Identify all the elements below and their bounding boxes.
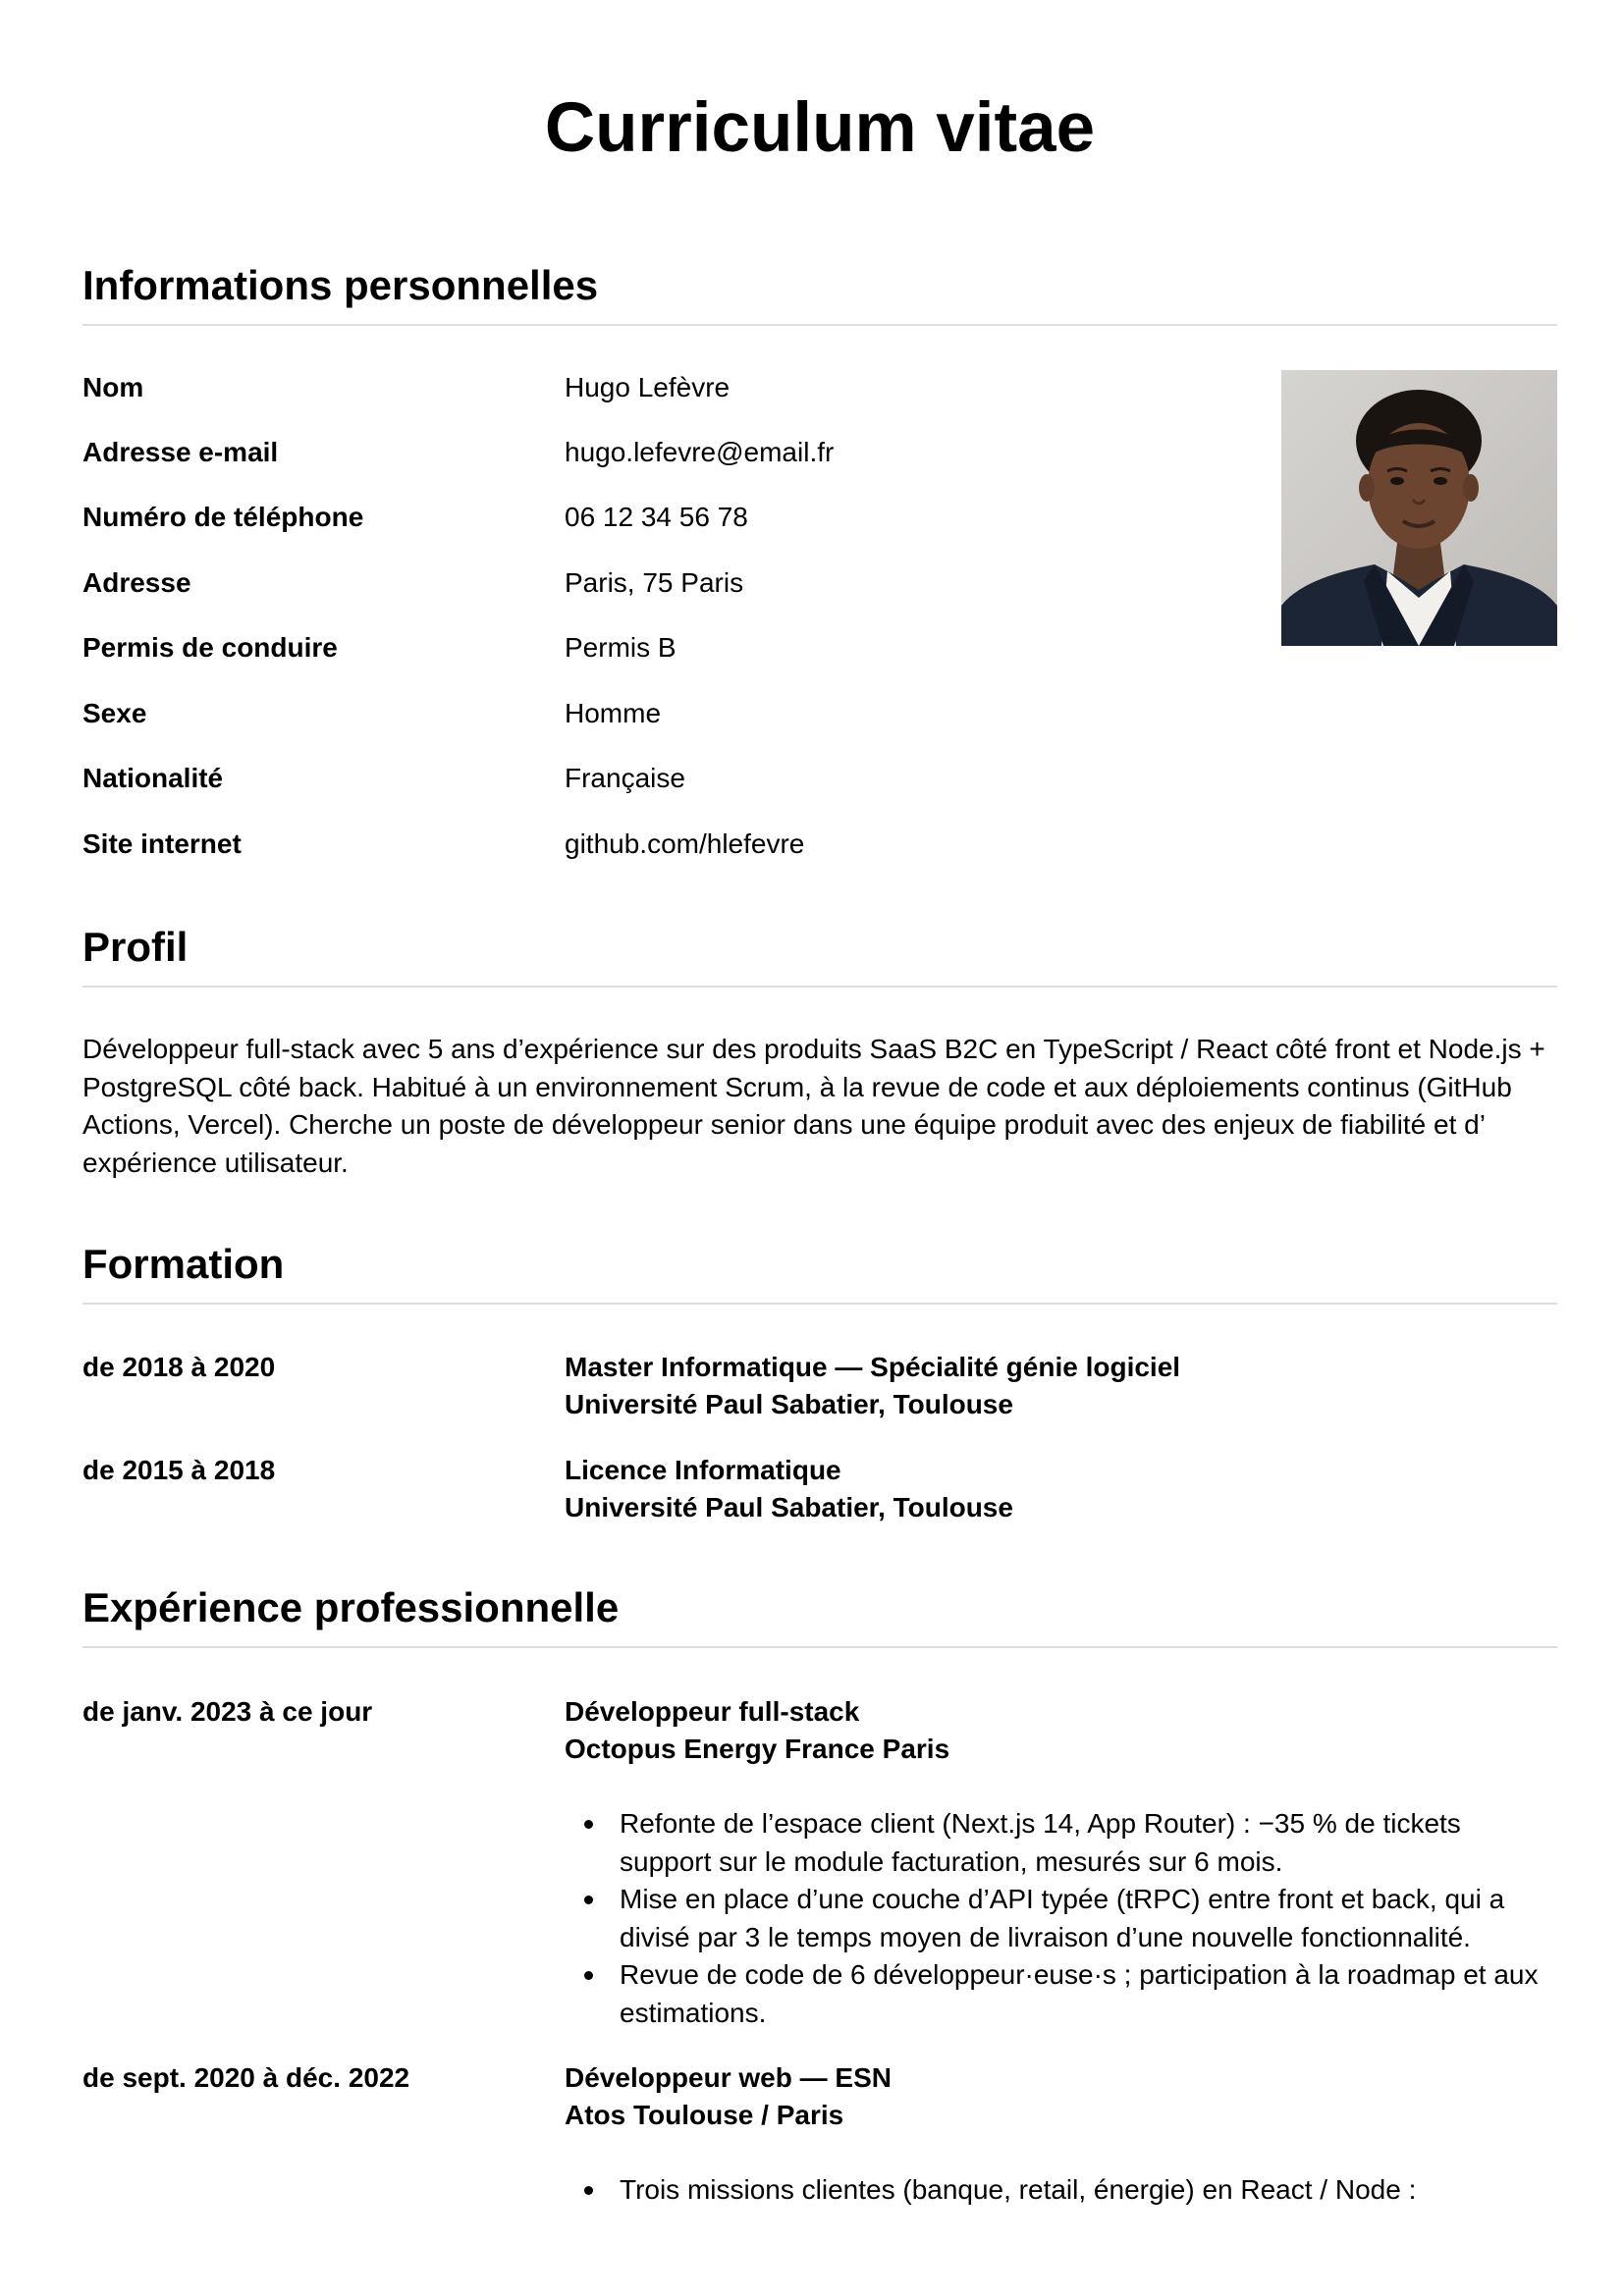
- education-period: de 2018 à 2020: [82, 1352, 276, 1382]
- field-label: Sexe: [82, 698, 147, 728]
- field-label: Nom: [82, 372, 144, 402]
- experience-period: de janv. 2023 à ce jour: [82, 1696, 373, 1727]
- field-label: Adresse e-mail: [82, 437, 279, 467]
- field-label: Adresse: [82, 567, 191, 598]
- experience-bullets: [565, 1805, 1557, 2032]
- experience-period: de sept. 2020 à déc. 2022: [82, 2062, 410, 2093]
- education-school: Université Paul Sabatier, Toulouse: [565, 1389, 1013, 1419]
- field-value: Homme: [565, 698, 662, 728]
- education-period: de 2015 à 2018: [82, 1455, 276, 1485]
- field-label: Nationalité: [82, 763, 224, 793]
- profile-text: Développeur full-stack avec 5 ans d’expérience sur des produits SaaS B2C en TypeScript / React côté front et Node.js + PostgreSQL côté back. Habitué à un environnement Scrum, à la revue de code et aux déploiements continus (GitHub Actions, Vercel). Cherche un poste de développeur senior dans une équipe produit avec des enjeux de fiabilité et d’ expérience utilisateur.: [82, 1034, 1545, 1178]
- education-details: [565, 1452, 1013, 1526]
- page-title: Curriculum vitae: [544, 89, 1096, 167]
- field-label: Site internet: [82, 828, 242, 859]
- field-value: Permis B: [565, 632, 677, 663]
- field-label: Numéro de téléphone: [82, 502, 364, 532]
- experience-company: Atos Toulouse / Paris: [565, 2100, 844, 2130]
- field-value: Française: [565, 763, 685, 793]
- experience-bullets: [565, 2171, 1557, 2210]
- education-school: Université Paul Sabatier, Toulouse: [565, 1492, 1013, 1522]
- cv-page: [82, 0, 1557, 2296]
- list-item: Refonte de l’espace client (Next.js 14, App Router) : −35 % de tickets support sur le module facturation, mesurés sur 6 mois.: [565, 1805, 1557, 1881]
- field-value: Paris, 75 Paris: [565, 567, 744, 598]
- experience-header: [565, 1693, 949, 1768]
- experience-company: Octopus Energy France Paris: [565, 1734, 950, 1764]
- education-degree: Licence Informatique: [565, 1455, 841, 1485]
- list-item: Trois missions clientes (banque, retail, énergie) en React / Node :: [565, 2171, 1557, 2210]
- experience-header: [565, 2059, 892, 2134]
- field-label: Permis de conduire: [82, 632, 338, 663]
- section-title-experience: Expérience professionnelle: [82, 1583, 1557, 1648]
- education-degree: Master Informatique — Spécialité génie logiciel: [565, 1352, 1181, 1382]
- section-title-profile: Profil: [82, 923, 1557, 988]
- section-title-education: Formation: [82, 1240, 1557, 1305]
- profile-photo: [1281, 370, 1557, 646]
- list-item: Mise en place d’une couche d’API typée (tRPC) entre front et back, qui a divisé par 3 le temps moyen de livraison d’une nouvelle fonctionnalité.: [565, 1881, 1557, 1956]
- field-value: 06 12 34 56 78: [565, 502, 748, 532]
- field-value: Hugo Lefèvre: [565, 372, 731, 402]
- field-value: github.com/hlefevre: [565, 828, 805, 859]
- field-value: hugo.lefevre@email.fr: [565, 437, 835, 467]
- section-title-personal: Informations personnelles: [82, 261, 1557, 326]
- experience-role: Développeur web — ESN: [565, 2062, 892, 2093]
- education-details: [565, 1349, 1180, 1423]
- list-item: Revue de code de 6 développeur·euse·s ; participation à la roadmap et aux estimations.: [565, 1956, 1557, 2032]
- experience-role: Développeur full-stack: [565, 1696, 860, 1727]
